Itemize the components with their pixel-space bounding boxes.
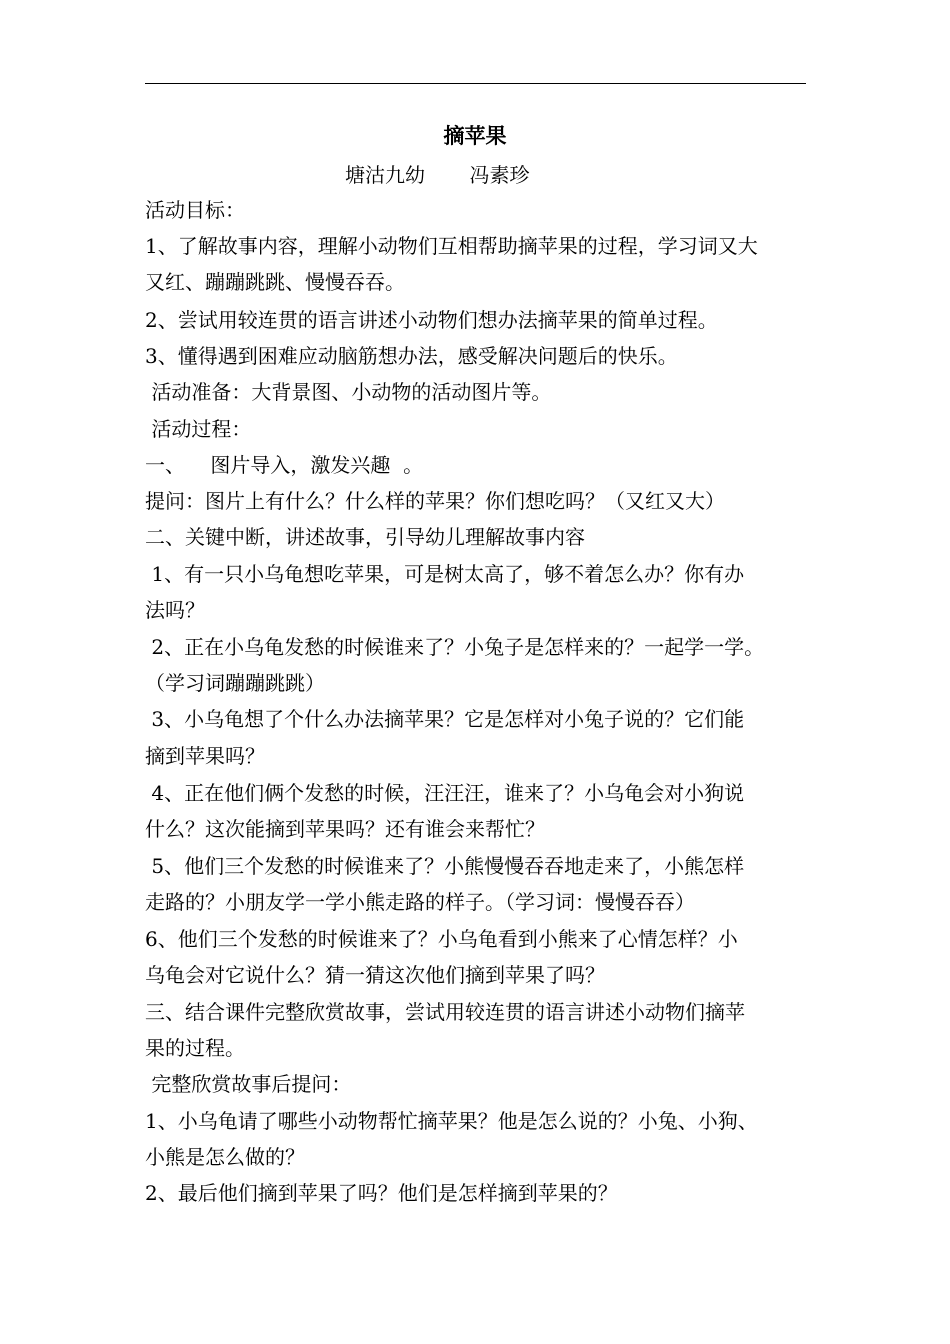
section-heading-process: 活动过程：	[145, 417, 252, 441]
body-line: 三、结合课件完整欣赏故事，尝试用较连贯的语言讲述小动物们摘苹	[145, 1000, 745, 1024]
body-line: 法吗？	[145, 598, 205, 622]
body-line: 4、正在他们俩个发愁的时候，汪汪汪，谁来了？小乌龟会对小狗说	[145, 781, 745, 805]
document-title: 摘苹果	[443, 123, 507, 148]
section-heading-preparation: 活动准备：大背景图、小动物的活动图片等。	[145, 380, 552, 404]
body-line: 2、正在小乌龟发愁的时候谁来了？小兔子是怎样来的？一起学一学。	[145, 635, 765, 659]
body-line: 一、 图片导入，激发兴趣 。	[145, 453, 424, 477]
body-line: 5、他们三个发愁的时候谁来了？小熊慢慢吞吞地走来了，小熊怎样	[145, 854, 745, 878]
body-line: 小熊是怎么做的？	[145, 1145, 305, 1169]
body-line: 1、有一只小乌龟想吃苹果，可是树太高了，够不着怎么办？你有办	[145, 562, 745, 586]
body-line: 1、小乌龟请了哪些小动物帮忙摘苹果？他是怎么说的？小兔、小狗、	[145, 1109, 758, 1133]
body-line: （学习词蹦蹦跳跳）	[145, 671, 325, 695]
section-heading-goals: 活动目标：	[145, 198, 245, 222]
body-line: 6、他们三个发愁的时候谁来了？小乌龟看到小熊来了心情怎样？小	[145, 927, 738, 951]
body-line: 3、懂得遇到困难应动脑筋想办法，感受解决问题后的快乐。	[145, 344, 678, 368]
author-byline: 塘沽九幼 冯素珍	[345, 163, 530, 187]
body-line: 2、最后他们摘到苹果了吗？他们是怎样摘到苹果的？	[145, 1181, 618, 1205]
header-rule	[145, 83, 806, 84]
body-line: 又红、蹦蹦跳跳、慢慢吞吞。	[145, 270, 405, 294]
body-line: 果的过程。	[145, 1036, 245, 1060]
body-line: 摘到苹果吗？	[145, 744, 265, 768]
body-line: 3、小乌龟想了个什么办法摘苹果？它是怎样对小兔子说的？它们能	[145, 707, 745, 731]
body-line: 乌龟会对它说什么？猜一猜这次他们摘到苹果了吗？	[145, 963, 605, 987]
body-line: 1、了解故事内容，理解小动物们互相帮助摘苹果的过程，学习词又大	[145, 234, 758, 258]
body-line: 提问：图片上有什么？什么样的苹果？你们想吃吗？（又红又大）	[145, 489, 725, 513]
body-line: 什么？这次能摘到苹果吗？还有谁会来帮忙？	[145, 817, 545, 841]
body-line: 走路的？小朋友学一学小熊走路的样子。（学习词：慢慢吞吞）	[145, 890, 695, 914]
body-line: 2、尝试用较连贯的语言讲述小动物们想办法摘苹果的简单过程。	[145, 308, 718, 332]
body-line: 二、关键中断，讲述故事，引导幼儿理解故事内容	[145, 525, 585, 549]
section-heading-questions: 完整欣赏故事后提问：	[145, 1072, 352, 1096]
